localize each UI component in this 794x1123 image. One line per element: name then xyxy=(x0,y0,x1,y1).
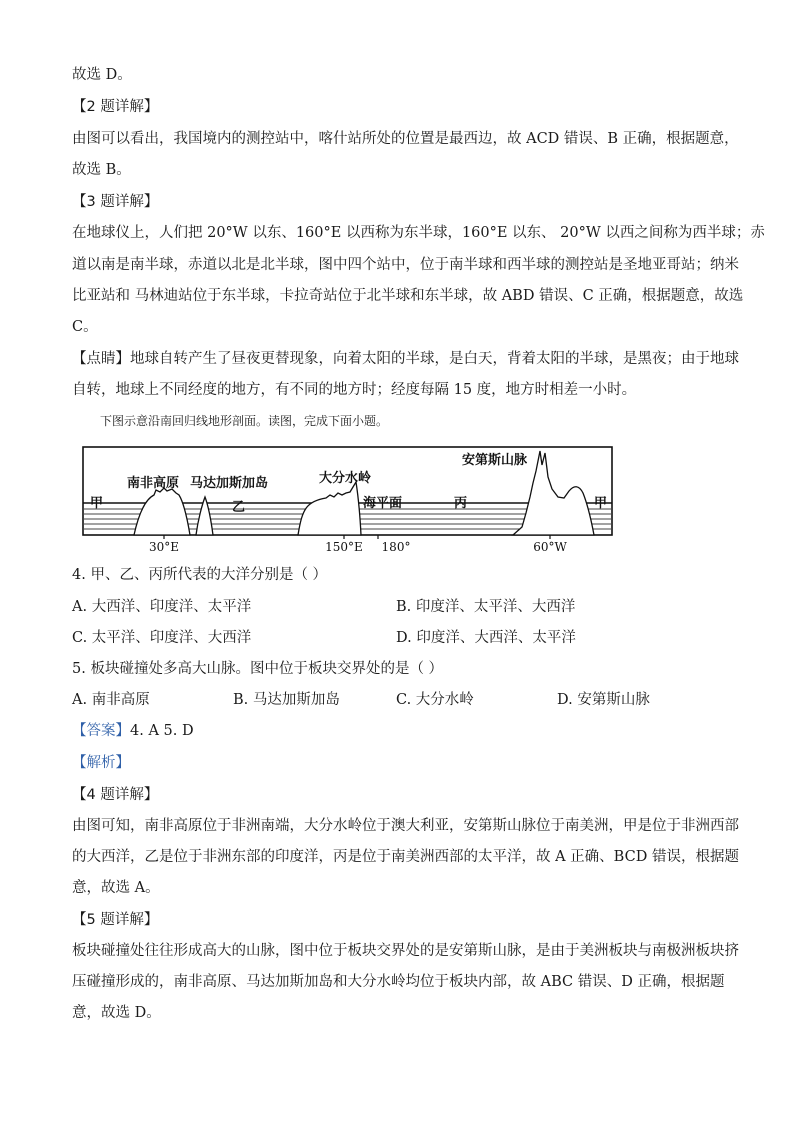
text-line: 自转，地球上不同经度的地方，有不同的地方时；经度每隔 15 度，地方时相差一小时。 xyxy=(72,382,637,398)
key-point-text: 地球自转产生了昼夜更替现象，向着太阳的半球，是白天，背着太阳的半球，是黑夜；由于地球 xyxy=(130,351,739,367)
text-line: 的大西洋，乙是位于非洲东部的印度洋，丙是位于南美洲西部的太平洋，故 A 正确、BCD 错误，根据题 xyxy=(72,849,739,865)
text-line: 压碰撞形成的，南非高原、马达加斯加岛和大分水岭均位于板块内部，故 ABC 错误、D 正确，根据题 xyxy=(72,974,725,990)
label-andes: 安第斯山脉 xyxy=(462,453,528,468)
label-great-dividing-range: 大分水岭 xyxy=(319,471,372,486)
q5-option-c: C. 大分水岭 xyxy=(396,692,474,708)
text-line: C。 xyxy=(72,319,98,335)
key-point-paragraph xyxy=(72,349,739,369)
label-lon-60w: 60°W xyxy=(533,540,567,554)
label-south-africa-plateau: 南非高原 xyxy=(127,476,180,491)
text-line: 板块碰撞处往往形成高大的山脉，图中位于板块交界处的是安第斯山脉，是由于美洲板块与南极洲板块挤 xyxy=(72,943,739,959)
q4-option-c: C. 太平洋、印度洋、大西洋 xyxy=(72,630,252,646)
label-lon-30e: 30°E xyxy=(148,540,180,554)
text-line: 故选 D。 xyxy=(72,67,132,83)
question-5-stem: 5. 板块碰撞处多高大山脉。图中位于板块交界处的是（ ） xyxy=(72,661,444,677)
label-lon-150e: 150°E xyxy=(325,540,363,554)
q5-option-a: A. 南非高原 xyxy=(72,692,150,708)
label-lon-180: 180° xyxy=(381,540,411,554)
section-heading-q3: 【3 题详解】 xyxy=(72,194,159,210)
figure-caption: 下图示意沿南回归线地形剖面。读图，完成下面小题。 xyxy=(100,414,389,428)
q5-option-b: B. 马达加斯加岛 xyxy=(233,692,340,708)
text-line: 故选 B。 xyxy=(72,162,131,178)
label-yi: 乙 xyxy=(232,500,246,515)
text-line: 由图可知，南非高原位于非洲南端，大分水岭位于澳大利亚，安第斯山脉位于南美洲，甲是位于非洲西部 xyxy=(72,818,739,834)
text-line: 意，故选 A。 xyxy=(72,880,160,896)
key-point-tag: 【点睛】 xyxy=(72,351,130,367)
label-madagascar: 马达加斯加岛 xyxy=(190,476,269,491)
label-jia-right: 甲 xyxy=(594,496,608,511)
answer-tag: 【答案】 xyxy=(72,723,130,739)
text-line: 在地球仪上，人们把 20°W 以东、160°E 以西称为东半球，160°E 以东、 20°W 以西之间称为西半球；赤 xyxy=(72,225,765,241)
section-heading-q2: 【2 题详解】 xyxy=(72,99,159,115)
analysis-tag: 【解析】 xyxy=(72,755,130,771)
section-heading-q4: 【4 题详解】 xyxy=(72,787,159,803)
label-bing: 丙 xyxy=(454,496,468,511)
question-4-stem: 4. 甲、乙、丙所代表的大洋分别是（ ） xyxy=(72,567,328,583)
q4-option-d: D. 印度洋、大西洋、太平洋 xyxy=(396,630,576,646)
terrain-profile-figure xyxy=(72,435,622,555)
text-line: 意，故选 D。 xyxy=(72,1005,161,1021)
answer-text: 4. A 5. D xyxy=(130,723,194,739)
q4-option-b: B. 印度洋、太平洋、大西洋 xyxy=(396,599,576,615)
section-heading-q5: 【5 题详解】 xyxy=(72,912,159,928)
answer-line xyxy=(72,721,194,741)
text-line: 由图可以看出，我国境内的测控站中，喀什站所处的位置是最西边，故 ACD 错误、B 正确，根据题意， xyxy=(72,131,739,147)
label-jia-left: 甲 xyxy=(90,496,104,511)
q4-option-a: A. 大西洋、印度洋、太平洋 xyxy=(72,599,252,615)
label-sea-level: 海平面 xyxy=(363,496,403,511)
text-line: 道以南是南半球，赤道以北是北半球，图中四个站中，位于南半球和西半球的测控站是圣地亚哥站；纳米 xyxy=(72,257,739,273)
q5-option-d: D. 安第斯山脉 xyxy=(557,692,650,708)
text-line: 比亚站和 马林迪站位于东半球，卡拉奇站位于北半球和东半球，故 ABD 错误、C 正确，根据题意，故选 xyxy=(72,288,744,304)
